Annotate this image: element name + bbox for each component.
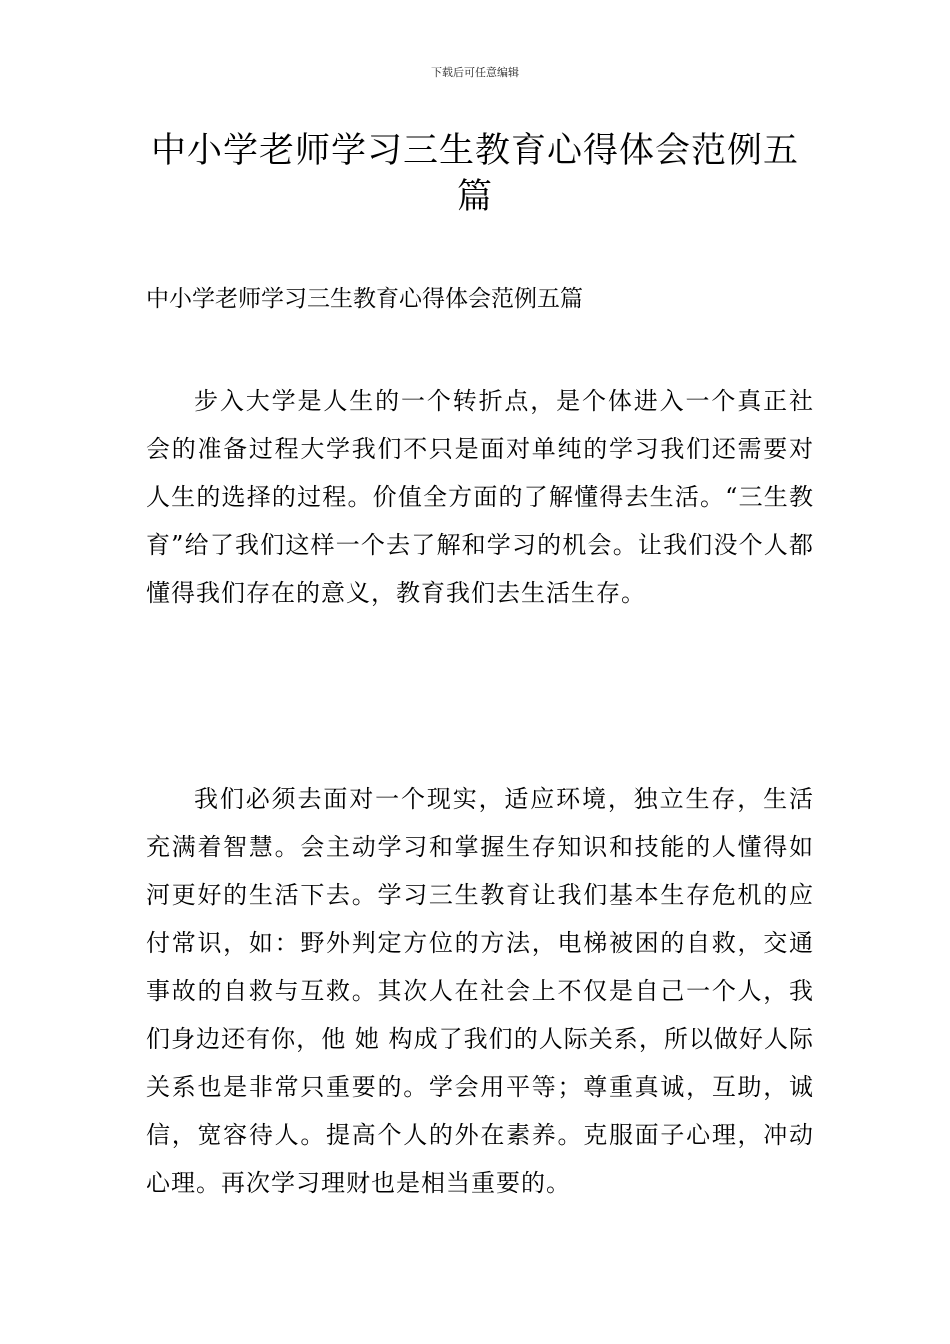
- document-subtitle: 中小学老师学习三生教育心得体会范例五篇: [146, 286, 583, 312]
- document-title: 中小学老师学习三生教育心得体会范例五篇: [150, 131, 799, 217]
- header-note: 下载后可任意编辑: [431, 66, 519, 79]
- paragraph-2: 我们必须去面对一个现实，适应环境，独立生存，生活充满着智慧。会主动学习和掌握生存知识和技能的人懂得如河更好的生活下去。学习三生教育让我们基本生存危机的应付常识，如：野外判定方位的方法，电梯被困的自救，交通事故的自救与互救。其次人在社会上不仅是自己一个人，我们身边还有你，他 她 构成了我们的人际关系，所以做好人际关系也是非常只重要的。学会用平等；尊重真诚，互助，诚信，宽容待人。提高个人的外在素养。克服面子心理，冲动心理。再次学习理财也是相当重要的。: [146, 785, 814, 1197]
- paragraph-1: 步入大学是人生的一个转折点，是个体进入一个真正社会的准备过程大学我们不只是面对单纯的学习我们还需要对人生的选择的过程。价值全方面的了解懂得去生活。“三生教育”给了我们这样一个去了解和学习的机会。让我们没个人都懂得我们存在的意义，教育我们去生活生存。: [146, 387, 814, 607]
